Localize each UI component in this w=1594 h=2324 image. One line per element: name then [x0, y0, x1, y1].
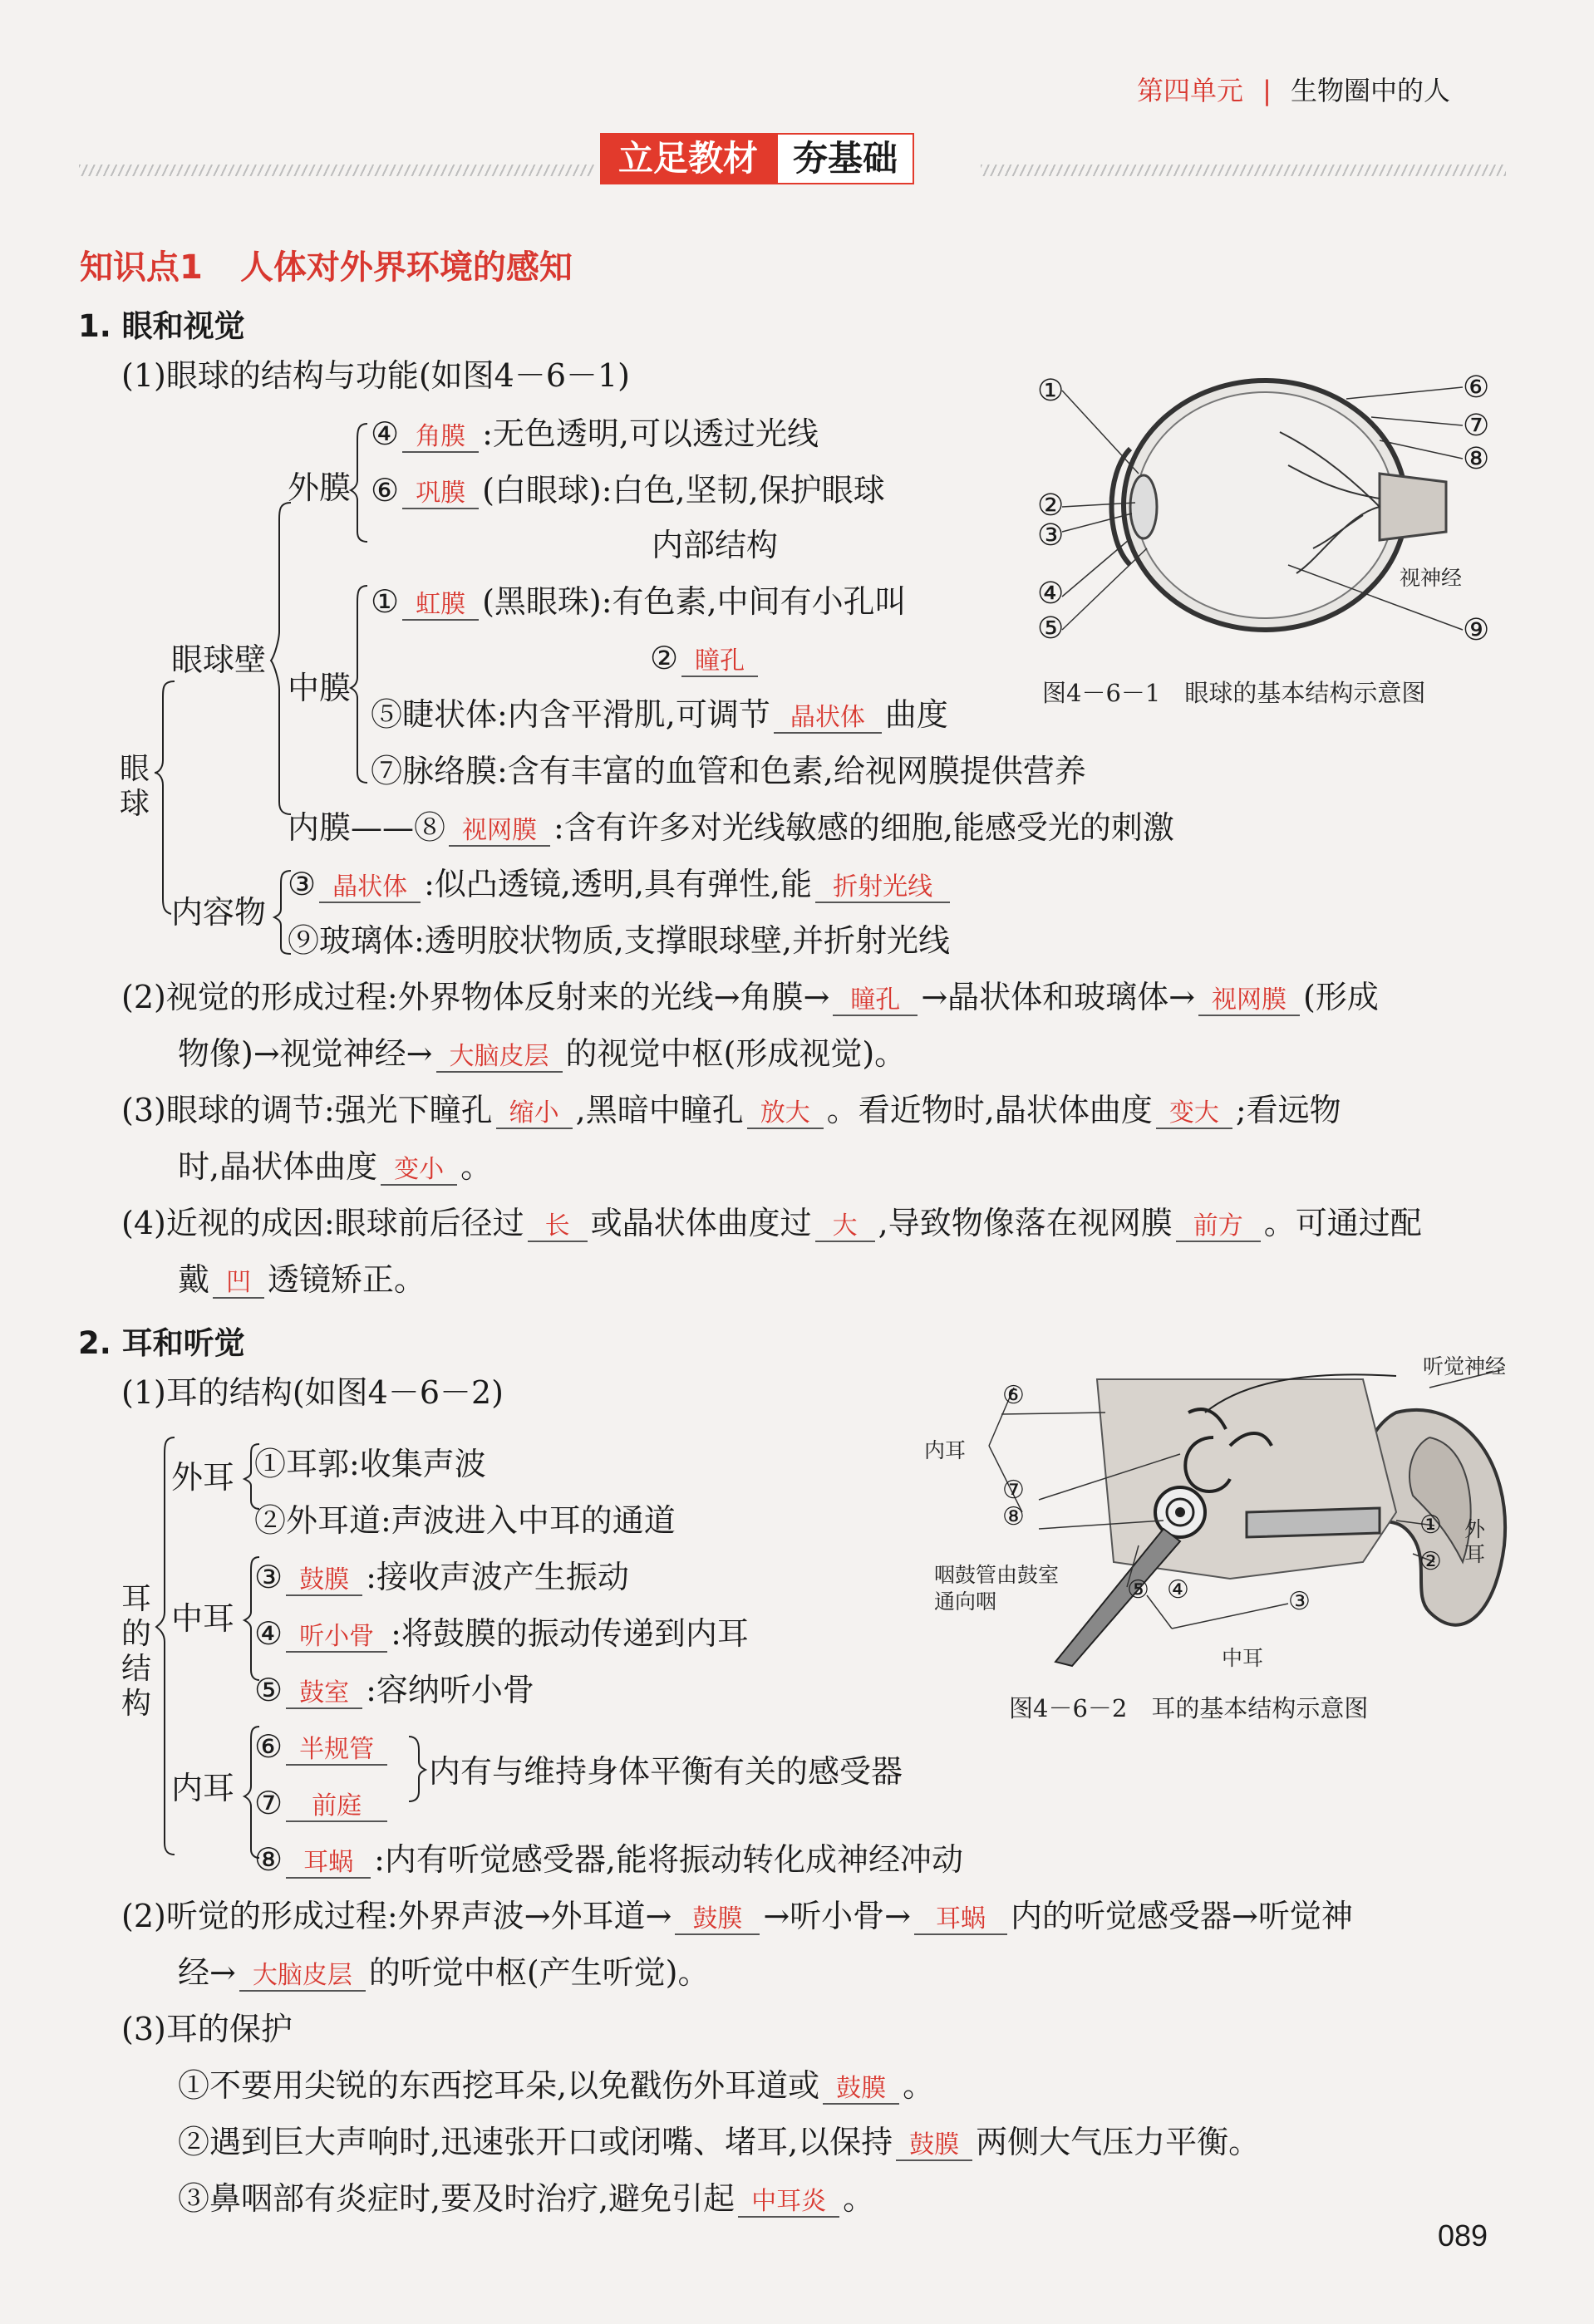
vision-text-e: 的视觉中枢(形成视觉)。 [565, 1035, 907, 1072]
vestibule-row [254, 1785, 391, 1822]
eye-label-8: ⑧ [1463, 442, 1490, 476]
ear-brackets [0, 0, 1, 1]
eyeball-wall-label: 眼球壁 [171, 641, 267, 678]
ear-figure-caption: 图4－6－2 耳的基本结构示意图 [1009, 1694, 1369, 1722]
protect-2-end: 两侧大气压力平衡。 [976, 2124, 1261, 2160]
section-banner [600, 133, 914, 184]
ear-label-1: ① [1419, 1511, 1442, 1540]
eyeball-diagram [1031, 366, 1496, 648]
ear-label-2: ② [1419, 1547, 1442, 1576]
banner-stripe-right [981, 165, 1506, 176]
hearing-answer-3: 大脑皮层 [239, 1962, 366, 1992]
lens-row [288, 866, 953, 903]
cornea-number: ④ [371, 415, 400, 452]
eye-label-9: ⑨ [1463, 613, 1490, 647]
protect-1-text: ①不要用尖锐的东西挖耳朵,以免戳伤外耳道或 [178, 2067, 820, 2104]
protect-3-end: 。 [843, 2180, 875, 2217]
cochlea-row [254, 1841, 963, 1879]
ear-protection-title: (3)耳的保护 [121, 2011, 293, 2047]
hearing-formation-line2 [178, 1954, 710, 1992]
myopia-text-a: (4)近视的成因:眼球前后径过 [121, 1205, 524, 1241]
iris-answer: 虹膜 [402, 591, 479, 621]
ciliary-answer: 晶状体 [774, 704, 882, 734]
lens-desc: :似凸透镜,透明,具有弹性,能 [424, 866, 813, 902]
ear-label-8: ⑧ [1002, 1502, 1025, 1531]
eye-adjust-line1 [121, 1092, 1341, 1129]
tympanic-desc: :容纳听小骨 [366, 1672, 534, 1708]
knowledge-point-number: 知识点1 [80, 248, 203, 287]
eye-figure-caption: 图4－6－1 眼球的基本结构示意图 [1042, 679, 1426, 707]
vision-answer-1: 瞳孔 [833, 986, 918, 1016]
running-header [1137, 70, 1450, 108]
cornea-row [371, 415, 819, 453]
banner-stripe-left [79, 165, 594, 176]
iris-row [371, 583, 907, 621]
vision-answer-2: 视网膜 [1198, 986, 1300, 1016]
vision-formation-line1 [121, 979, 1379, 1016]
vision-text-c: (形成 [1303, 979, 1379, 1015]
protect-1-end: 。 [903, 2067, 935, 2104]
ear-section-title: 2. 耳和听觉 [78, 1325, 245, 1361]
sclera-desc: (白眼球):白色,坚韧,保护眼球 [482, 472, 885, 509]
eye-label-5: ⑤ [1037, 612, 1065, 646]
vestibule-number: ⑦ [254, 1785, 283, 1821]
semicircular-row [254, 1728, 391, 1766]
protect-2-answer: 鼓膜 [896, 2131, 972, 2161]
myopia-answer-2: 大 [815, 1212, 875, 1242]
optic-nerve-label: 视神经 [1400, 566, 1463, 590]
ciliary-row [371, 696, 948, 734]
adjust-text-c: 。看近物时,晶状体曲度 [826, 1092, 1153, 1128]
adjust-text-b: ,黑暗中瞳孔 [575, 1092, 744, 1128]
iris-desc: (黑眼珠):有色素,中间有小孔叫 [482, 583, 907, 620]
eardrum-row [254, 1559, 629, 1596]
ear-structure-title: (1)耳的结构(如图4－6－2) [121, 1374, 504, 1411]
vision-text-b: →晶状体和玻璃体→ [921, 979, 1195, 1015]
ciliary-desc-end: 曲度 [884, 696, 948, 733]
cochlea-number: ⑧ [254, 1841, 283, 1878]
cochlea-desc: :内有听觉感受器,能将振动转化成神经冲动 [374, 1841, 963, 1878]
myopia-line1 [121, 1205, 1422, 1242]
adjust-text-a: (3)眼球的调节:强光下瞳孔 [121, 1092, 493, 1128]
ear-label-5: ⑤ [1127, 1575, 1149, 1604]
page-number: 089 [1438, 2218, 1488, 2253]
adjust-answer-3: 变大 [1156, 1099, 1232, 1129]
iris-number: ① [371, 583, 400, 620]
unit-title: 生物圈中的人 [1290, 75, 1450, 106]
pupil-answer: 瞳孔 [681, 647, 758, 677]
tympanic-number: ⑤ [254, 1672, 283, 1708]
banner-left-label: 立足教材 [600, 133, 776, 184]
vestibule-answer: 前庭 [286, 1792, 387, 1822]
middle-ear-label: 中耳 [171, 1600, 235, 1637]
adjust-text-d: ;看远物 [1235, 1092, 1341, 1128]
adjust-text-f: 。 [460, 1148, 493, 1185]
outer-ear-fig-label: 外耳 [1464, 1517, 1486, 1566]
banner-right-label: 夯基础 [776, 133, 914, 184]
protect-2-text: ②遇到巨大声响时,迅速张开口或闭嘴、堵耳,以保持 [178, 2124, 893, 2160]
cornea-desc: :无色透明,可以透过光线 [482, 415, 819, 452]
hearing-text-e: 的听觉中枢(产生听觉)。 [368, 1954, 710, 1991]
ear-label-3: ③ [1288, 1587, 1311, 1616]
adjust-answer-2: 放大 [747, 1099, 824, 1129]
eardrum-desc: :接收声波产生振动 [366, 1559, 629, 1595]
hearing-text-c: 内的听觉感受器→听觉神 [1011, 1898, 1353, 1934]
hearing-answer-2: 耳蜗 [914, 1905, 1007, 1935]
retina-desc: :含有许多对光线敏感的细胞,能感受光的刺激 [553, 809, 1174, 846]
semicircular-answer: 半规管 [286, 1736, 387, 1766]
protect-3-answer: 中耳炎 [738, 2188, 839, 2218]
eye-label-1: ① [1037, 374, 1065, 408]
protect-3-text: ③鼻咽部有炎症时,要及时治疗,避免引起 [178, 2180, 736, 2217]
contents-label: 内容物 [171, 894, 267, 931]
myopia-text-b: 或晶状体曲度过 [590, 1205, 812, 1241]
myopia-answer-3: 前方 [1176, 1212, 1261, 1242]
middle-layer-label: 中膜 [288, 670, 352, 706]
eye-label-4: ④ [1037, 577, 1065, 611]
lens-function-answer: 折射光线 [815, 873, 950, 903]
hearing-text-b: →听小骨→ [763, 1898, 911, 1934]
myopia-text-e: 戴 [178, 1261, 210, 1298]
semicircular-number: ⑥ [254, 1728, 283, 1765]
sclera-desc-cont: 内部结构 [652, 527, 779, 563]
outer-ear-label: 外耳 [171, 1459, 235, 1496]
cochlea-answer: 耳蜗 [286, 1849, 371, 1879]
tympanic-row [254, 1672, 534, 1709]
eye-adjust-line2 [178, 1148, 492, 1186]
knowledge-point-title: 人体对外界环境的感知 [239, 248, 573, 287]
eye-label-7: ⑦ [1463, 409, 1490, 443]
auditory-nerve-label: 听觉神经 [1423, 1354, 1507, 1378]
eardrum-answer: 鼓膜 [286, 1566, 362, 1596]
unit-label: 第四单元 [1137, 75, 1244, 106]
ear-protection-3 [178, 2180, 874, 2218]
choroid-row: ⑦脉络膜:含有丰富的血管和色素,给视网膜提供营养 [371, 753, 1086, 789]
ear-label-6: ⑥ [1002, 1381, 1025, 1410]
myopia-answer-4: 凹 [213, 1269, 264, 1299]
ossicles-desc: :将鼓膜的振动传递到内耳 [391, 1615, 749, 1652]
header-separator: | [1262, 75, 1272, 106]
sclera-row [371, 472, 885, 509]
ciliary-desc: ⑤睫状体:内含平滑肌,可调节 [371, 696, 770, 733]
myopia-text-f: 透镜矫正。 [268, 1261, 426, 1298]
vision-text-a: (2)视觉的形成过程:外界物体反射来的光线→角膜→ [121, 979, 830, 1015]
ossicles-row [254, 1615, 749, 1653]
hearing-text-d: 经→ [178, 1954, 236, 1991]
balance-receptor-desc: 内有与维持身体平衡有关的感受器 [429, 1753, 903, 1790]
ossicles-answer: 听小骨 [286, 1623, 387, 1653]
cornea-answer: 角膜 [402, 423, 479, 453]
adjust-answer-4: 变小 [381, 1156, 457, 1186]
eye-structure-title: (1)眼球的结构与功能(如图4－6－1) [121, 357, 631, 394]
vision-formation-line2 [178, 1035, 906, 1073]
pupil-row [650, 640, 761, 677]
lens-answer: 晶状体 [319, 873, 421, 903]
eye-section-title: 1. 眼和视觉 [78, 308, 245, 344]
sclera-number: ⑥ [371, 472, 400, 509]
knowledge-point-heading [80, 241, 573, 288]
eye-label-3: ③ [1037, 518, 1065, 553]
myopia-text-d: 。可通过配 [1263, 1205, 1422, 1241]
lens-number: ③ [288, 866, 317, 902]
myopia-line2 [178, 1261, 426, 1299]
eye-label-2: ② [1037, 489, 1065, 523]
retina-answer: 视网膜 [449, 817, 550, 847]
ear-protection-2 [178, 2124, 1260, 2161]
auricle-row: ①耳郭:收集声波 [254, 1446, 486, 1482]
ear-label-7: ⑦ [1002, 1476, 1025, 1505]
hearing-answer-1: 鼓膜 [675, 1905, 760, 1935]
outer-layer-label: 外膜 [288, 469, 352, 506]
ossicles-number: ④ [254, 1615, 283, 1652]
eyeball-root-label: 眼球 [119, 752, 150, 821]
eustachian-tube-label: 咽鼓管由鼓室通向咽 [934, 1563, 1060, 1614]
pupil-number: ② [650, 640, 679, 676]
protect-1-answer: 鼓膜 [823, 2075, 899, 2105]
vision-answer-3: 大脑皮层 [436, 1043, 563, 1073]
vision-text-d: 物像)→视觉神经→ [178, 1035, 433, 1072]
ear-canal-row: ②外耳道:声波进入中耳的通道 [254, 1502, 676, 1539]
ear-protection-1 [178, 2067, 934, 2105]
hearing-formation-line1 [121, 1898, 1353, 1935]
adjust-answer-1: 缩小 [496, 1099, 573, 1129]
ear-label-4: ④ [1167, 1575, 1189, 1604]
vitreous-row: ⑨玻璃体:透明胶状物质,支撑眼球壁,并折射光线 [288, 922, 950, 959]
sclera-answer: 巩膜 [402, 479, 479, 509]
retina-row [288, 809, 1174, 847]
myopia-text-c: ,导致物像落在视网膜 [878, 1205, 1173, 1241]
inner-ear-label: 内耳 [171, 1770, 235, 1806]
myopia-answer-1: 长 [528, 1212, 588, 1242]
ear-structure-root-label: 耳的结构 [121, 1582, 151, 1721]
eye-label-6: ⑥ [1463, 371, 1490, 405]
eardrum-number: ③ [254, 1559, 283, 1595]
adjust-text-e: 时,晶状体曲度 [178, 1148, 378, 1185]
hearing-text-a: (2)听觉的形成过程:外界声波→外耳道→ [121, 1898, 672, 1934]
inner-ear-fig-label: 内耳 [924, 1438, 967, 1462]
tympanic-answer: 鼓室 [286, 1679, 362, 1709]
middle-ear-fig-label: 中耳 [1222, 1646, 1264, 1670]
inner-layer-label: 内膜——⑧ [288, 809, 446, 846]
